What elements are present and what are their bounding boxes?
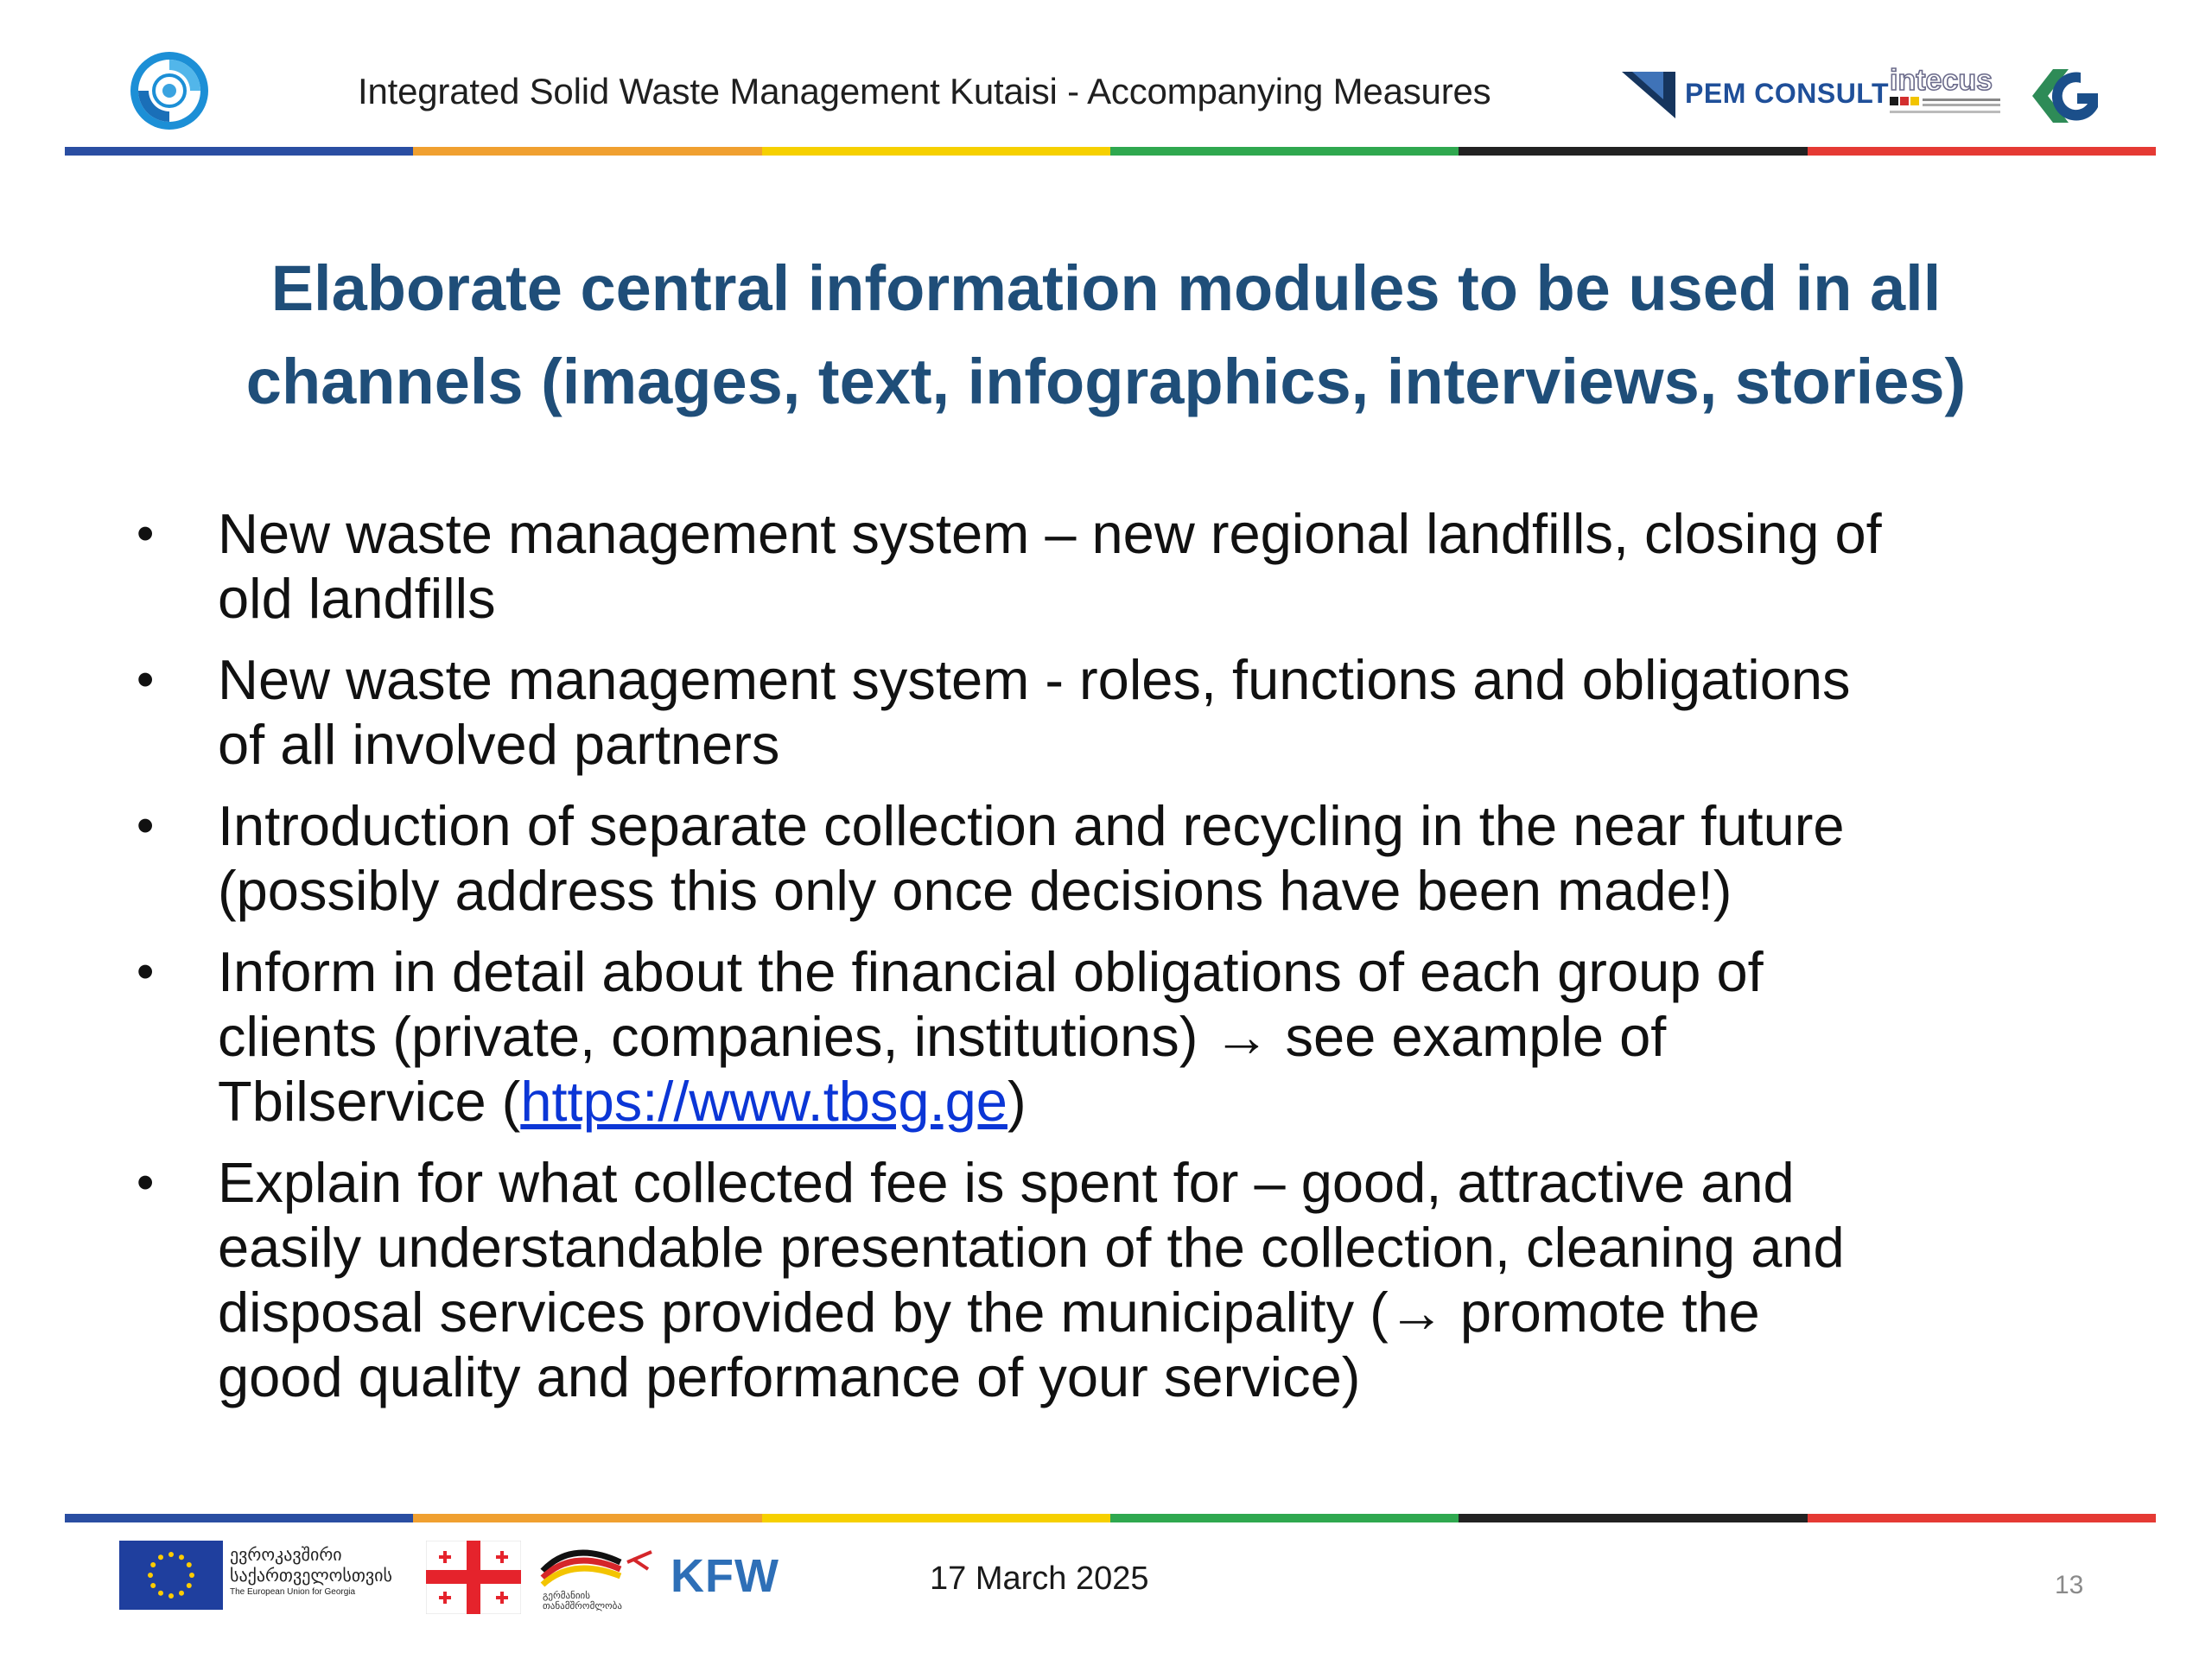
stripe-segment-orange xyxy=(413,147,761,156)
bullet-line: Inform in detail about the financial obligations of each group of xyxy=(218,940,1764,1003)
eu-star xyxy=(158,1554,163,1560)
stripe-segment-blue xyxy=(65,147,413,156)
slide-heading xyxy=(104,242,2108,429)
bullet-dot: • xyxy=(137,1154,155,1211)
gc-logo-icon xyxy=(2029,62,2103,130)
intecus-logo-icon xyxy=(1888,62,2009,124)
heading-line-2: channels (images, text, infographics, interviews, stories) xyxy=(245,346,1967,417)
bullet-line: disposal services provided by the municipality (→ promote the xyxy=(218,1281,1760,1344)
bullet-line: Introduction of separate collection and recycling in the near future xyxy=(218,794,1845,857)
stripe-segment-orange xyxy=(413,1514,761,1522)
eu-star xyxy=(168,1552,174,1557)
eu-star xyxy=(168,1593,174,1599)
stripe-segment-red xyxy=(1808,147,2156,156)
eu-for-georgia-text xyxy=(230,1545,392,1599)
bullet-item xyxy=(130,647,2108,777)
bullet-line: clients (private, companies, institutions) → see example of xyxy=(218,1005,1667,1068)
de-line-1: გერმანიის xyxy=(543,1591,590,1601)
header-title: Integrated Solid Waste Management Kutaisi - Accompanying Measures xyxy=(358,71,1491,111)
eu-star xyxy=(148,1573,153,1578)
eu-star xyxy=(187,1562,192,1567)
stripe-segment-yellow xyxy=(762,147,1110,156)
eu-star xyxy=(179,1591,184,1596)
bullet-item xyxy=(130,1150,2108,1409)
swirl-logo-icon xyxy=(126,48,213,134)
bullet-line: Explain for what collected fee is spent for – good, attractive and xyxy=(218,1151,1795,1214)
kfw-logo: KFW xyxy=(671,1550,779,1602)
bullet-dot: • xyxy=(137,505,155,562)
stripe-segment-green xyxy=(1110,1514,1459,1522)
eu-star xyxy=(150,1562,156,1567)
de-line-2: თანამშრომლობა xyxy=(543,1601,622,1611)
eu-line-2: საქართველოსთვის xyxy=(230,1567,392,1586)
eu-star xyxy=(187,1583,192,1588)
slide-date: 17 March 2025 xyxy=(930,1560,1149,1597)
eu-star xyxy=(158,1591,163,1596)
tbsg-link[interactable]: https://www.tbsg.ge xyxy=(520,1070,1007,1133)
stripe-segment-black xyxy=(1459,147,1807,156)
eu-star xyxy=(189,1573,194,1578)
stripe-segment-black xyxy=(1459,1514,1807,1522)
bullet-line: old landfills xyxy=(218,567,496,630)
page-number: 13 xyxy=(2055,1571,2084,1599)
pem-consult-label: PEM CONSULT xyxy=(1685,78,1890,109)
header-color-stripe xyxy=(65,147,2156,156)
stripe-segment-green xyxy=(1110,147,1459,156)
bullet-dot: • xyxy=(137,944,155,1000)
intecus-wordmark: intecus xyxy=(1890,64,1993,97)
eu-line-1: ევროკავშირი xyxy=(230,1546,342,1565)
footer-color-stripe xyxy=(65,1514,2156,1522)
stripe-segment-blue xyxy=(65,1514,413,1522)
eu-star xyxy=(179,1554,184,1560)
germany-cooperation-logo-icon xyxy=(537,1536,658,1614)
bullet-item xyxy=(130,793,2108,923)
bullet-item xyxy=(130,501,2108,631)
bullet-text: Tbilservice ( xyxy=(218,1070,521,1133)
bullet-line: good quality and performance of your service) xyxy=(218,1345,1361,1408)
eu-line-3: The European Union for Georgia xyxy=(230,1587,356,1597)
bullet-dot: • xyxy=(137,652,155,708)
bullet-text: ) xyxy=(1007,1070,1027,1133)
bullet-dot: • xyxy=(137,798,155,854)
stripe-segment-red xyxy=(1808,1514,2156,1522)
bullet-line: of all involved partners xyxy=(218,713,780,776)
bullet-line-with-link xyxy=(218,1069,2108,1134)
eu-flag-icon xyxy=(119,1541,223,1610)
georgia-flag-icon xyxy=(426,1541,521,1614)
bullet-line: easily understandable presentation of the collection, cleaning and xyxy=(218,1216,1845,1279)
eu-star xyxy=(150,1583,156,1588)
bullet-line: New waste management system - roles, functions and obligations xyxy=(218,648,1851,711)
bullet-list xyxy=(130,501,2108,1426)
stripe-segment-yellow xyxy=(762,1514,1110,1522)
bullet-item xyxy=(130,939,2108,1134)
bullet-line: (possibly address this only once decisions have been made!) xyxy=(218,859,1732,922)
bullet-line: New waste management system – new regional landfills, closing of xyxy=(218,502,1882,565)
heading-line-1: Elaborate central information modules to be used in all xyxy=(270,252,1942,324)
